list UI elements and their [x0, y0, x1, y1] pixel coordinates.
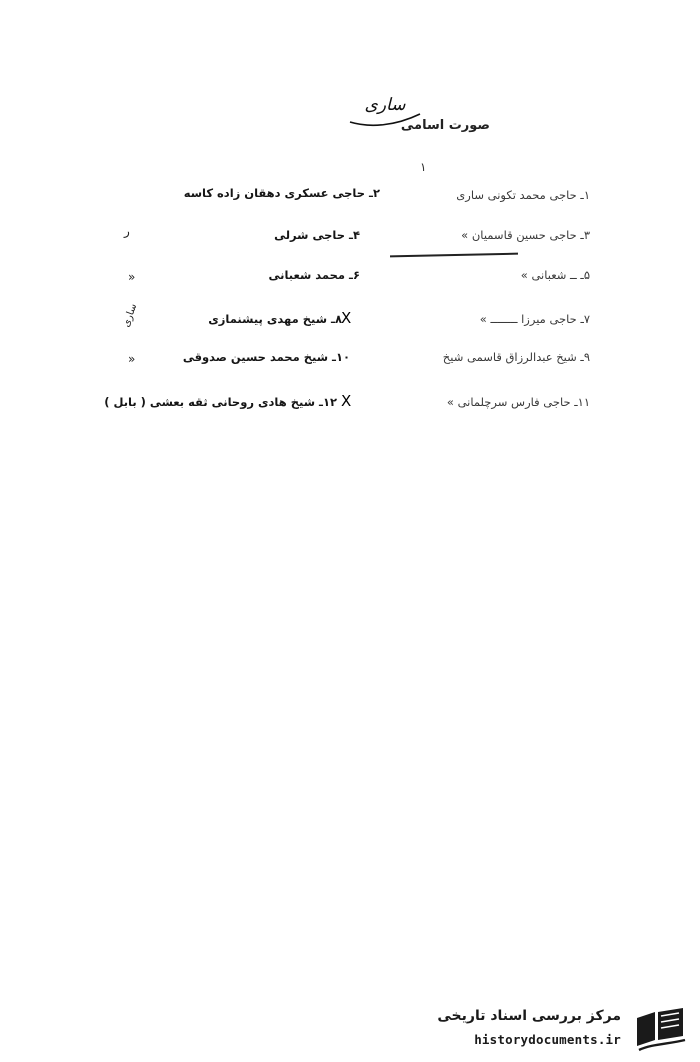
- document-subtitle: صورت اسامی: [400, 118, 490, 133]
- row-5-left-mark: »: [128, 352, 136, 366]
- row-2-left-mark: ر: [124, 224, 130, 238]
- header-mark: ۱: [420, 160, 427, 174]
- handwritten-underline: [390, 253, 518, 258]
- list-item-left-2: ۴ـ حاجی شرلی: [274, 228, 360, 242]
- list-item-left-5: ۱۰ـ شیخ محمد حسین صدوقی: [182, 350, 350, 364]
- list-item-left-3: ۶ـ محمد شعبانی: [268, 268, 360, 282]
- list-item-right-5: ۹ـ شیخ عبدالرزاق قاسمی شیخ: [442, 350, 590, 364]
- list-item-right-6: ۱۱ـ حاجی فارس سرچلمانی »: [446, 395, 590, 409]
- watermark-url: historydocuments.ir: [474, 1032, 621, 1047]
- list-item-left-4: ۸ـ شیخ مهدی پیشنمازی: [208, 312, 342, 326]
- list-item-left-1: ۲ـ حاجی عسکری دهقان زاده کاسه: [183, 186, 380, 200]
- list-item-right-1: ۱ـ حاجی محمد تکونی ساری: [456, 188, 590, 202]
- x-mark-6: X: [341, 392, 352, 410]
- list-item-right-4: ۷ـ حاجی میرزا ــــــــ »: [479, 312, 590, 326]
- handwritten-title-text: ساری: [364, 95, 406, 115]
- book-logo-icon: [631, 1006, 689, 1054]
- watermark: [415, 1004, 693, 1056]
- row-4-left-mark: ساری: [120, 302, 140, 329]
- list-item-right-3: ۵ـ ــ شعبانی »: [520, 268, 590, 282]
- list-item-right-2: ۳ـ حاجی حسین قاسمیان »: [461, 228, 590, 242]
- x-mark-4: X: [341, 309, 352, 327]
- list-item-left-6: ۱۲ـ شیخ هادی روحانی ثقه بعشی ( بابل ): [104, 395, 337, 409]
- row-3-left-mark: »: [128, 270, 136, 284]
- watermark-name: مرکز بررسی اسناد تاریخی: [437, 1008, 621, 1024]
